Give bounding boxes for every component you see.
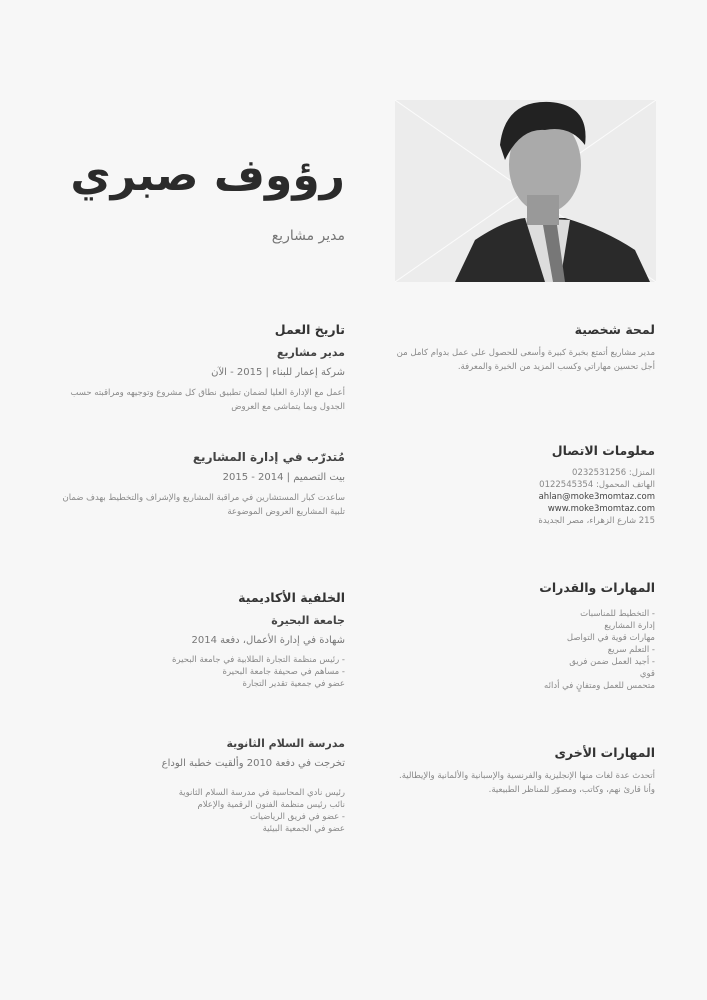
work-history-2 (60, 450, 345, 519)
job-title: مُتدرّب في إدارة المشاريع (192, 450, 345, 464)
job-desc: ساعدت كبار المستشارين في مراقبة المشاريع والإشراف والتخطيط بهدف ضمان تلبية المشاريع العروض الموضوعة (62, 493, 345, 517)
list-item: - التخطيط للمناسبات (580, 609, 655, 619)
list-item: - التعلم سريع (607, 645, 655, 655)
profile-text: مدير مشاريع أتمتع بخبرة كبيرة وأسعى للحصول على عمل بدوام كامل من أجل تحسين مهاراتي وكسب المزيد من الخبرة والمعرفة. (396, 348, 655, 372)
section-heading: معلومات الاتصال (551, 443, 655, 458)
job-title: مدير مشاريع (276, 346, 345, 359)
list-item: إدارة المشاريع (604, 621, 655, 631)
job-meta: شركة إعمار للبناء | 2015 - الآن (211, 367, 345, 378)
job-desc: أعمل مع الإدارة العليا لضمان تطبيق نطاق كل مشروع وتوجيهه ومراقبته حسب الجدول وبما يتماشى مع العروض (70, 388, 345, 412)
other-skills (385, 745, 655, 797)
list-item: عضو في الجمعية البيئية (262, 824, 345, 834)
address: 215 شارع الزهراء، مصر الجديدة (538, 516, 655, 526)
list-item: - أجيد العمل ضمن فريق (569, 657, 655, 667)
list-item: قوي (639, 669, 655, 679)
list-item: - رئيس منظمة التجارة الطلابية في جامعة البحيرة (172, 655, 345, 665)
job-meta: بيت التصميم | 2014 - 2015 (222, 472, 345, 483)
school-meta: تخرجت في دفعة 2010 وألقيت خطبة الوداع (161, 758, 345, 769)
education-2 (60, 737, 345, 835)
section-heading: المهارات الأخرى (554, 745, 655, 760)
list-item: - مساهم في صحيفة جامعة البحيرة (222, 667, 345, 677)
work-history (60, 322, 345, 414)
section-heading: المهارات والقدرات (539, 580, 655, 595)
list-item: نائب رئيس منظمة الفنون الرقمية والإعلام (197, 800, 345, 810)
email-link[interactable]: ahlan@moke3momtaz.com (538, 492, 655, 502)
website-link[interactable]: www.moke3momtaz.com (547, 504, 655, 514)
other-skills-text: أتحدث عدة لغات منها الإنجليزية والفرنسية والإسبانية والألمانية والإيطالية. وأنا قارئ نهم، وكاتب، ومصوّر للمناظر الطبيعية. (399, 771, 655, 795)
education (60, 590, 345, 690)
section-heading: تاريخ العمل (274, 322, 345, 337)
skills (385, 580, 655, 692)
candidate-title: مدير مشاريع (271, 228, 345, 244)
mobile-phone: الهاتف المحمول: 0122545354 (539, 480, 655, 490)
school-name: جامعة البحيرة (271, 614, 345, 627)
list-item: متحمس للعمل ومتفانٍ في أدائه (544, 681, 655, 691)
school-name: مدرسة السلام الثانوية (226, 737, 345, 750)
school-meta: شهادة في إدارة الأعمال، دفعة 2014 (191, 635, 345, 646)
list-item: عضو في جمعية تقدير التجارة (242, 679, 345, 689)
list-item: رئيس نادي المحاسبة في مدرسة السلام الثانوية (178, 788, 345, 798)
section-heading: لمحة شخصية (574, 322, 655, 337)
section-heading: الخلفية الأكاديمية (238, 590, 345, 605)
list-item: مهارات قوية في التواصل (566, 633, 655, 643)
list-item: - عضو في فريق الرياضيات (249, 812, 345, 822)
contact-info (385, 443, 655, 527)
profile-photo (395, 100, 656, 282)
candidate-name: رؤوف صبري (70, 150, 345, 201)
home-phone: المنزل: 0232531256 (572, 468, 655, 478)
profile-summary (385, 322, 655, 374)
